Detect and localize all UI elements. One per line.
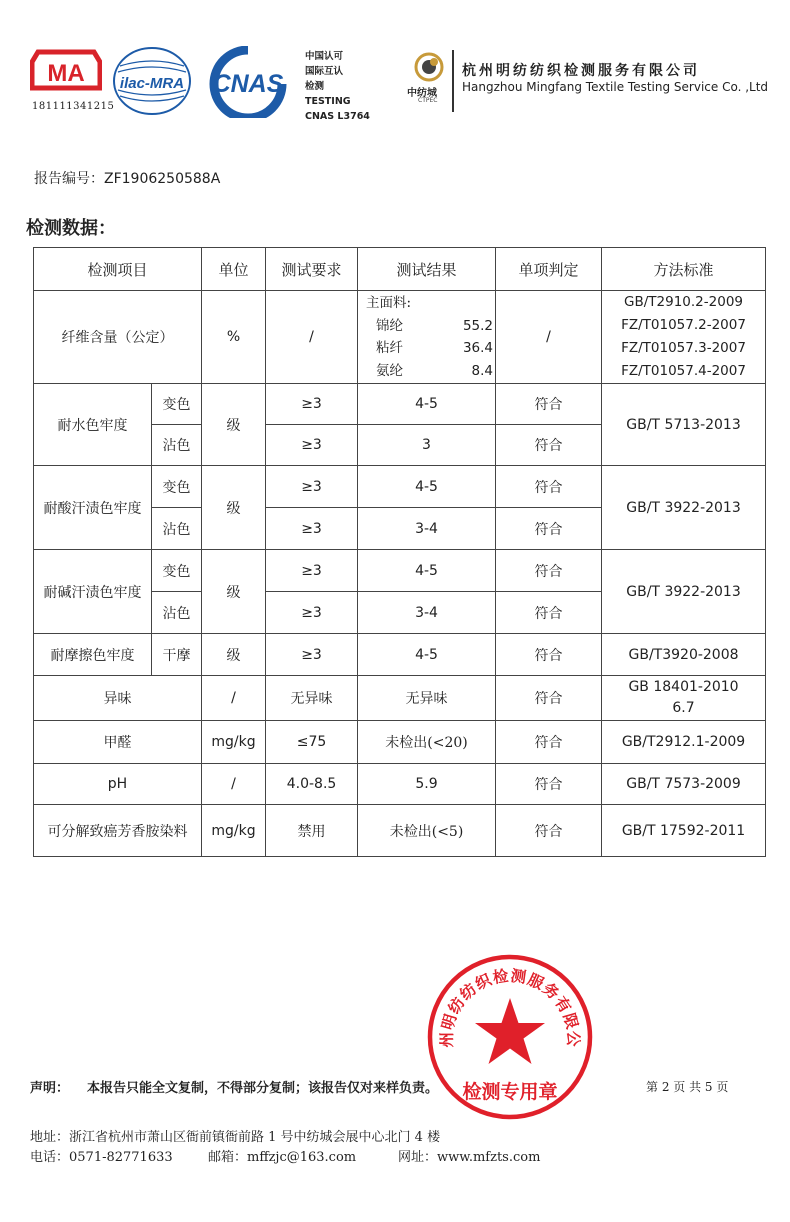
test-data-table (33, 247, 766, 857)
acid-unit: 级 (202, 466, 266, 550)
odor-method-line: 6.7 (672, 700, 695, 716)
declaration-text: 本报告只能全文复制，不得部分复制；该报告仅对来样负责。 (87, 1081, 439, 1096)
odor-result: 无异味 (358, 676, 496, 721)
rub-requirement: ≥3 (266, 634, 358, 676)
fiber-methods (602, 291, 766, 384)
seal-star-icon (475, 998, 545, 1064)
table-row (34, 676, 766, 721)
cnas-line: 国际互认 (305, 66, 344, 77)
rub-unit: 级 (202, 634, 266, 676)
ma-logo (30, 48, 102, 100)
alkali-result: 4-5 (358, 550, 496, 592)
formaldehyde-unit: mg/kg (202, 721, 266, 764)
alkali-judgement: 符合 (496, 550, 602, 592)
acid-sub: 变色 (152, 466, 202, 508)
water-sub: 变色 (152, 384, 202, 425)
fiber-method: FZ/T01057.3-2007 (621, 340, 746, 356)
alkali-unit: 级 (202, 550, 266, 634)
table-row (34, 466, 766, 508)
water-requirement: ≥3 (266, 384, 358, 425)
water-requirement: ≥3 (266, 425, 358, 466)
water-unit: 级 (202, 384, 266, 466)
ph-result: 5.9 (358, 764, 496, 805)
official-seal (425, 952, 595, 1126)
fiber-method: GB/T2910.2-2009 (624, 294, 743, 310)
table-row (34, 634, 766, 676)
section-title: 检测数据： (26, 218, 116, 239)
table-row (34, 550, 766, 592)
rub-item: 耐摩擦色牢度 (34, 634, 152, 676)
fiber-component (366, 360, 493, 383)
water-item: 耐水色牢度 (34, 384, 152, 466)
header-divider (452, 50, 454, 112)
alkali-requirement: ≥3 (266, 550, 358, 592)
alkali-sub: 变色 (152, 550, 202, 592)
formaldehyde-result: 未检出(<20) (358, 721, 496, 764)
rub-method: GB/T3920-2008 (602, 634, 766, 676)
seal-center-text: 检测专用章 (462, 1081, 558, 1103)
acid-requirement: ≥3 (266, 508, 358, 550)
azo-result: 未检出(<5) (358, 805, 496, 857)
cnas-text: CNAS (212, 70, 284, 98)
fiber-judgement: / (496, 291, 602, 384)
formaldehyde-method: GB/T2912.1-2009 (602, 721, 766, 764)
cnas-line: 中国认可 (305, 51, 344, 62)
fiber-method: FZ/T01057.4-2007 (621, 363, 746, 379)
ilac-mra-text: ilac-MRA (119, 75, 185, 92)
seal-ring-text: 州明纺纺织检测服务有限公 (436, 965, 584, 1048)
alkali-result: 3-4 (358, 592, 496, 634)
acid-requirement: ≥3 (266, 466, 358, 508)
fiber-result-title: 主面料: (366, 295, 412, 311)
odor-method-line: GB 18401-2010 (628, 679, 739, 695)
ph-requirement: 4.0-8.5 (266, 764, 358, 805)
azo-method: GB/T 17592-2011 (602, 805, 766, 857)
company-name-cn: 杭州明纺纺织检测服务有限公司 (462, 63, 700, 79)
water-method: GB/T 5713-2013 (602, 384, 766, 466)
acid-judgement: 符合 (496, 466, 602, 508)
header-requirement: 测试要求 (266, 248, 358, 291)
report-number: 报告编号：ZF1906250588A (34, 171, 221, 187)
table-row (34, 291, 766, 384)
contact-line (30, 1146, 540, 1165)
acid-result: 3-4 (358, 508, 496, 550)
fiber-value: 8.4 (471, 362, 494, 379)
header-result: 测试结果 (358, 248, 496, 291)
alkali-sub: 沾色 (152, 592, 202, 634)
cnas-accreditation-text (305, 49, 370, 124)
fiber-method: FZ/T01057.2-2007 (621, 317, 746, 333)
acid-sub: 沾色 (152, 508, 202, 550)
fiber-result (358, 291, 496, 384)
ctpec-logo-text: 中纺城 (407, 88, 437, 99)
formaldehyde-requirement: ≤75 (266, 721, 358, 764)
header-judgement: 单项判定 (496, 248, 602, 291)
acid-item: 耐酸汗渍色牢度 (34, 466, 152, 550)
rub-judgement: 符合 (496, 634, 602, 676)
ctpec-logo-mark (412, 50, 446, 88)
table-row (34, 764, 766, 805)
header-unit: 单位 (202, 248, 266, 291)
fiber-component (366, 315, 493, 338)
fiber-value: 36.4 (462, 340, 494, 356)
cnas-line: TESTING (305, 96, 351, 107)
ph-judgement: 符合 (496, 764, 602, 805)
azo-unit: mg/kg (202, 805, 266, 857)
water-result: 4-5 (358, 384, 496, 425)
rub-sub: 干摩 (152, 634, 202, 676)
odor-requirement: 无异味 (266, 676, 358, 721)
azo-requirement: 禁用 (266, 805, 358, 857)
water-judgement: 符合 (496, 425, 602, 466)
fiber-requirement: / (266, 291, 358, 384)
fiber-name: 锦纶 (376, 317, 404, 334)
acid-method: GB/T 3922-2013 (602, 466, 766, 550)
alkali-item: 耐碱汗渍色牢度 (34, 550, 152, 634)
azo-judgement: 符合 (496, 805, 602, 857)
page-number: 第 2 页 共 5 页 (646, 1080, 729, 1094)
water-result: 3 (358, 425, 496, 466)
ph-method: GB/T 7573-2009 (602, 764, 766, 805)
address: 地址：浙江省杭州市萧山区衙前镇衙前路 1 号中纺城会展中心北门 4 楼 (30, 1130, 441, 1145)
cnas-line: 检测 (305, 81, 325, 92)
odor-judgement: 符合 (496, 676, 602, 721)
table-row (34, 805, 766, 857)
formaldehyde-judgement: 符合 (496, 721, 602, 764)
table-row (34, 721, 766, 764)
odor-unit: / (202, 676, 266, 721)
header-method: 方法标准 (602, 248, 766, 291)
company-name-en: Hangzhou Mingfang Textile Testing Service Co. ,Ltd (462, 80, 769, 94)
alkali-requirement: ≥3 (266, 592, 358, 634)
fiber-item: 纤维含量（公定） (34, 291, 202, 384)
fiber-component (366, 337, 493, 360)
alkali-judgement: 符合 (496, 592, 602, 634)
odor-method (602, 676, 766, 721)
email: 邮箱：mffzjc@163.com (208, 1150, 357, 1165)
alkali-method: GB/T 3922-2013 (602, 550, 766, 634)
declaration (30, 1077, 438, 1096)
odor-item: 异味 (34, 676, 202, 721)
declaration-label: 声明： (30, 1081, 70, 1096)
ph-item: pH (34, 764, 202, 805)
phone: 电话：0571-82771633 (30, 1150, 173, 1165)
acid-result: 4-5 (358, 466, 496, 508)
table-row (34, 384, 766, 425)
water-sub: 沾色 (152, 425, 202, 466)
water-judgement: 符合 (496, 384, 602, 425)
fiber-value: 55.2 (462, 317, 494, 334)
website[interactable]: 网址：www.mfzts.com (398, 1150, 541, 1165)
fiber-name: 粘纤 (376, 340, 404, 356)
table-header-row (34, 248, 766, 291)
ma-number: 181111341215 (32, 101, 115, 112)
fiber-unit: % (202, 291, 266, 384)
cnas-line: CNAS L3764 (305, 111, 370, 122)
ilac-mra-logo (110, 44, 194, 122)
acid-judgement: 符合 (496, 508, 602, 550)
cnas-logo (200, 46, 296, 122)
fiber-name: 氨纶 (376, 362, 404, 379)
header-item: 检测项目 (34, 248, 202, 291)
rub-result: 4-5 (358, 634, 496, 676)
ctpec-logo-subtext: CTPEC (418, 97, 438, 104)
azo-item: 可分解致癌芳香胺染料 (34, 805, 202, 857)
ma-logo-text: MA (47, 60, 85, 87)
formaldehyde-item: 甲醛 (34, 721, 202, 764)
ph-unit: / (202, 764, 266, 805)
